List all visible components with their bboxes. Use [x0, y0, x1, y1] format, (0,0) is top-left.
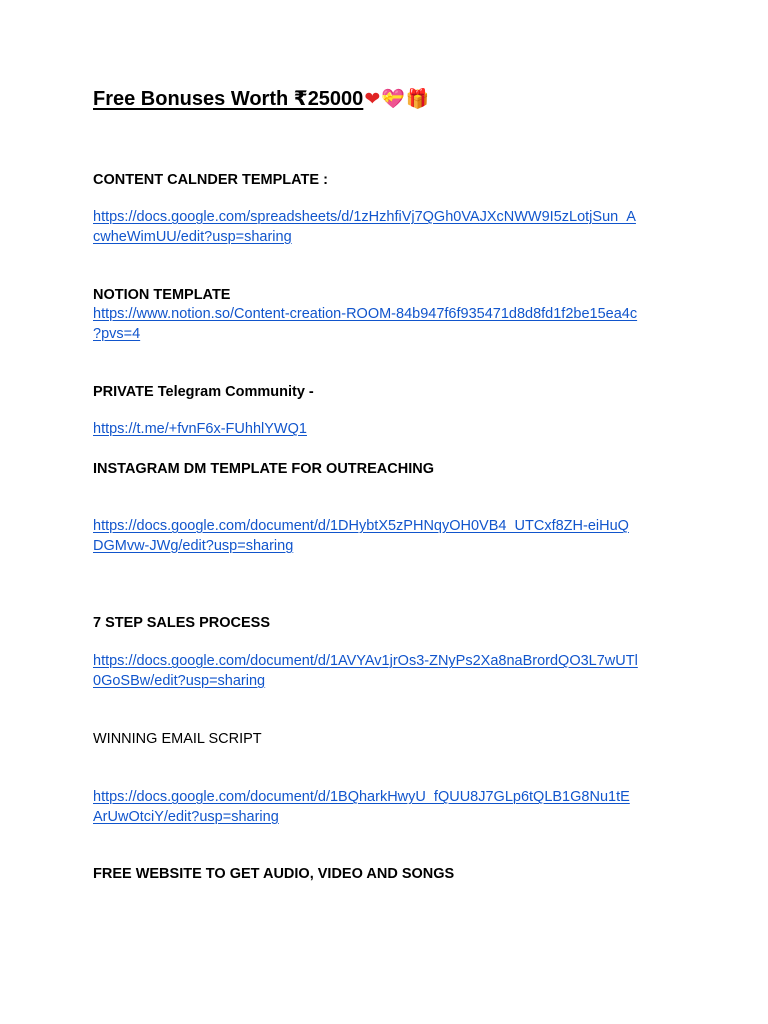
section-heading-content-calendar: CONTENT CALNDER TEMPLATE : [93, 172, 328, 188]
title-text: Free Bonuses Worth ₹25000 [93, 88, 364, 110]
section-heading-free-website: FREE WEBSITE TO GET AUDIO, VIDEO AND SONGS [93, 866, 455, 882]
link-line: https://docs.google.com/document/d/1BQharkHwyU_fQUU8J7GLp6tQLB1G8Nu1tE [93, 789, 630, 805]
link-email-script[interactable] [93, 788, 678, 827]
heart-icon: ❤ [364, 88, 381, 110]
section-heading-notion-template: NOTION TEMPLATE [93, 287, 231, 303]
link-telegram-community[interactable] [93, 420, 678, 440]
section-heading-sales-process: 7 STEP SALES PROCESS [93, 615, 271, 631]
heart-gift-icon: 💝 [381, 88, 405, 110]
gift-icon: 🎁 [405, 88, 430, 110]
section-heading-telegram-community: PRIVATE Telegram Community - [93, 384, 314, 400]
link-line: cwheWimUU/edit?usp=sharing [93, 228, 292, 245]
link-line: ?pvs=4 [93, 325, 141, 342]
link-line: https://docs.google.com/document/d/1AVYAv1jrOs3-ZNyPs2Xa8naBrordQO3L7wUTl [93, 653, 638, 669]
link-content-calendar[interactable] [93, 208, 678, 247]
link-sales-process[interactable] [93, 652, 678, 691]
link-line: https://www.notion.so/Content-creation-ROOM-84b947f6f935471d8d8fd1f2be15ea4c [93, 306, 638, 322]
section-heading-instagram-dm-template: INSTAGRAM DM TEMPLATE FOR OUTREACHING [93, 461, 434, 477]
link-line: DGMvw-JWg/edit?usp=sharing [93, 537, 294, 554]
link-line: https://t.me/+fvnF6x-FUhhlYWQ1 [93, 421, 307, 437]
link-line: https://docs.google.com/document/d/1DHybtX5zPHNqyOH0VB4_UTCxf8ZH-eiHuQ [93, 518, 629, 534]
link-line: 0GoSBw/edit?usp=sharing [93, 672, 266, 689]
link-notion-template[interactable] [93, 305, 678, 344]
link-instagram-dm-template[interactable] [93, 517, 678, 556]
link-line: ArUwOtciY/edit?usp=sharing [93, 808, 279, 825]
page-title [93, 86, 430, 112]
section-heading-email-script: WINNING EMAIL SCRIPT [93, 731, 262, 747]
link-line: https://docs.google.com/spreadsheets/d/1zHzhfiVj7QGh0VAJXcNWW9I5zLotjSun_A [93, 209, 636, 225]
